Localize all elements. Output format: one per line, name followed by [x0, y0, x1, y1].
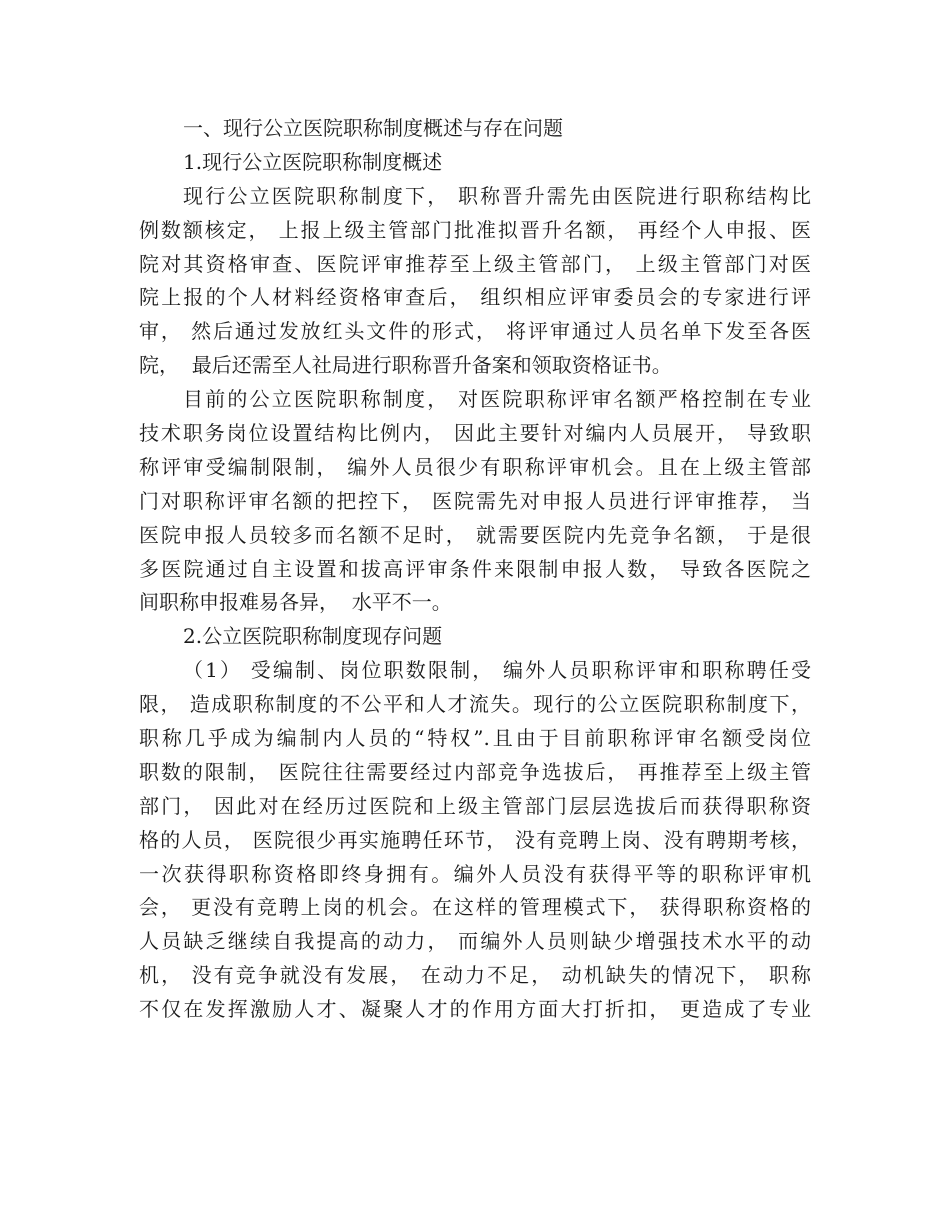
text-line: 不仅在发挥激励人才、凝聚人才的作用方面大打折扣， 更造成了专业 — [139, 997, 811, 1022]
text-line: 院对其资格审查、医院评审推荐至上级主管部门， 上级主管部门对医 — [139, 251, 811, 276]
text-line: 人员缺乏继续自我提高的动力， 而编外人员则缺少增强技术水平的动 — [139, 929, 811, 954]
text-line: 门对职称评审名额的把控下， 医院需先对申报人员进行评审推荐， 当 — [139, 488, 811, 513]
text-line: 多医院通过自主设置和拔高评审条件来限制申报人数， 导致各医院之 — [139, 556, 811, 581]
text-line: 会， 更没有竞聘上岗的机会。在这样的管理模式下， 获得职称资格的 — [139, 895, 811, 920]
text-line: 部门， 因此对在经历过医院和上级主管部门层层选拔后而获得职称资 — [139, 793, 811, 818]
text-line: 审， 然后通过发放红头文件的形式， 将评审通过人员名单下发至各医 — [139, 319, 811, 344]
text-line: 现行公立医院职称制度下， 职称晋升需先由医院进行职称结构比 — [183, 183, 811, 208]
text-line: 例数额核定， 上报上级主管部门批准拟晋升名额， 再经个人申报、医 — [139, 217, 811, 242]
text-line: 院， 最后还需至人社局进行职称晋升备案和领取资格证书。 — [139, 353, 672, 378]
text-line: 称评审受编制限制， 编外人员很少有职称评审机会。且在上级主管部 — [139, 454, 811, 479]
text-line: 间职称申报难易各异， 水平不一。 — [139, 590, 452, 615]
text-line: 职称几乎成为编制内人员的“特权”.且由于目前职称评审名额受岗位 — [139, 726, 811, 751]
text-line: 一、现行公立医院职称制度概述与存在问题 — [183, 116, 563, 140]
text-line: 职数的限制， 医院往往需要经过内部竞争选拔后， 再推荐至上级主管 — [139, 759, 811, 784]
text-line: 技术职务岗位设置结构比例内， 因此主要针对编内人员展开， 导致职 — [139, 421, 811, 446]
text-line: 目前的公立医院职称制度， 对医院职称评审名额严格控制在专业 — [183, 387, 811, 412]
text-line: 医院申报人员较多而名额不足时， 就需要医院内先竞争名额， 于是很 — [139, 522, 811, 547]
text-line: （1） 受编制、岗位职数限制， 编外人员职称评审和职称聘任受 — [183, 658, 811, 683]
text-line: 1.现行公立医院职称制度概述 — [183, 149, 443, 174]
text-line: 院上报的个人材料经资格审查后， 组织相应评审委员会的专家进行评 — [139, 285, 811, 310]
text-line: 2.公立医院职称制度现存问题 — [183, 624, 443, 649]
text-line: 限， 造成职称制度的不公平和人才流失。现行的公立医院职称制度下， — [139, 692, 811, 717]
text-line: 机， 没有竞争就没有发展， 在动力不足， 动机缺失的情况下， 职称 — [139, 963, 811, 988]
text-line: 一次获得职称资格即终身拥有。编外人员没有获得平等的职称评审机 — [139, 861, 811, 886]
text-line: 格的人员， 医院很少再实施聘任环节， 没有竞聘上岗、没有聘期考核， — [139, 827, 811, 852]
document-body — [139, 112, 811, 1027]
